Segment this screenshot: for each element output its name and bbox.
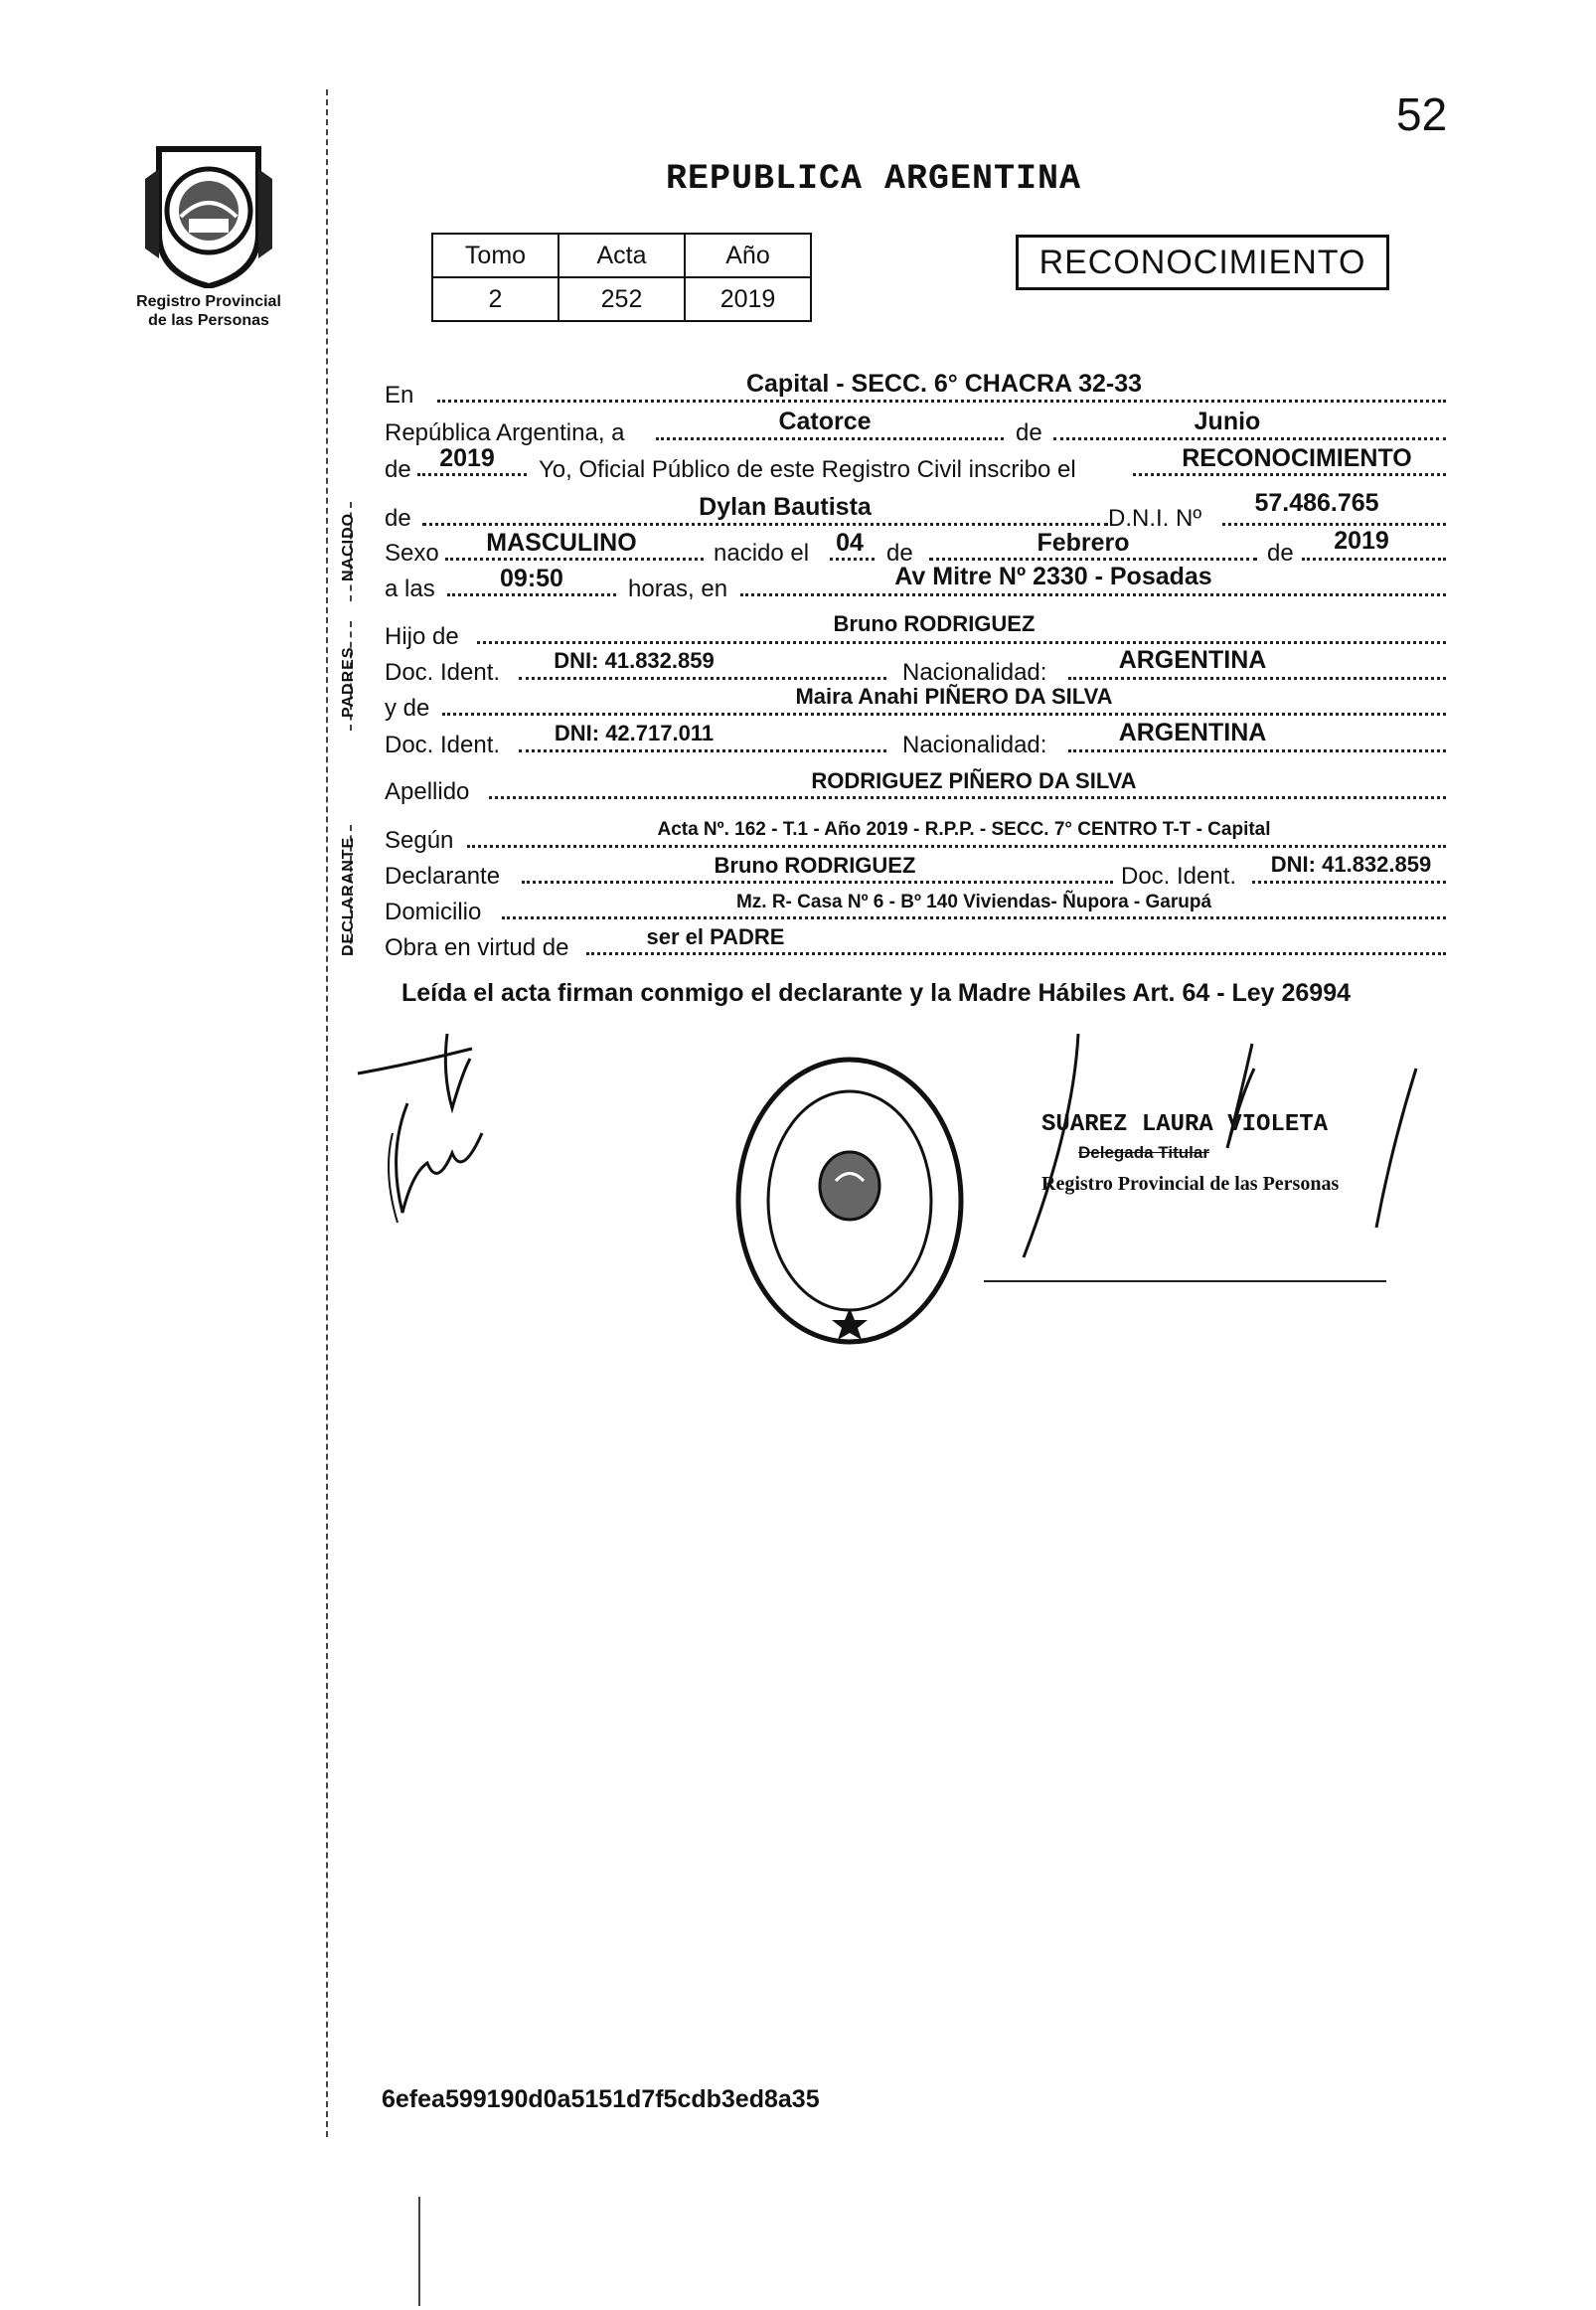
yde-label: y de <box>385 695 430 722</box>
domicilio-label: Domicilio <box>385 899 482 925</box>
officer-name: SUAREZ LAURA VIOLETA <box>1041 1111 1329 1138</box>
oficial-label: Yo, Oficial Público de este Registro Civil inscribo el <box>539 456 1076 483</box>
horas-label: horas, en <box>628 576 728 602</box>
de-label: de <box>1016 419 1042 446</box>
dotted-line <box>422 523 1108 526</box>
margin-line-bottom <box>418 2197 420 2306</box>
officer-role: Delegada Titular <box>1078 1143 1209 1162</box>
page-number: 52 <box>1396 88 1448 140</box>
child-name-value: Dylan Bautista <box>699 493 872 521</box>
birth-place-value: Av Mitre Nº 2330 - Posadas <box>894 563 1212 590</box>
month-value: Junio <box>1194 408 1261 435</box>
officer-signature <box>984 1029 1431 1297</box>
declarant-doc-value: DNI: 41.832.859 <box>1270 852 1432 877</box>
dotted-line <box>830 558 875 561</box>
doc3-label: Doc. Ident. <box>1121 863 1237 890</box>
de4-label: de <box>886 540 913 567</box>
dotted-line <box>1302 558 1446 561</box>
dotted-line <box>1068 749 1446 752</box>
value-tomo: 2 <box>432 277 559 321</box>
document-hash: 6efea599190d0a5151d7f5cdb3ed8a35 <box>382 2085 820 2113</box>
dotted-line <box>1222 523 1446 526</box>
record-table-values <box>432 277 811 321</box>
father-doc-value: DNI: 41.832.859 <box>554 648 715 673</box>
dotted-line <box>519 677 886 680</box>
child-dni-value: 57.486.765 <box>1254 489 1379 517</box>
birth-year-value: 2019 <box>1334 527 1389 555</box>
dotted-line <box>1133 473 1446 476</box>
nacido-label: nacido el <box>714 540 810 567</box>
father-name-value: Bruno RODRIGUEZ <box>833 611 1036 636</box>
mother-name-value: Maira Anahi PIÑERO DA SILVA <box>795 684 1113 709</box>
document-title: REPUBLICA ARGENTINA <box>666 159 1082 199</box>
dotted-line <box>740 593 1446 596</box>
dotted-line <box>417 473 527 476</box>
dotted-line <box>522 881 1113 884</box>
closing-statement: Leída el acta firman conmigo el declarante y la Madre Hábiles Art. 64 - Ley 26994 <box>401 979 1352 1007</box>
apellido-label: Apellido <box>385 778 470 805</box>
dotted-line <box>929 558 1257 561</box>
doc-label: Doc. Ident. <box>385 659 501 686</box>
official-seal <box>730 1052 969 1350</box>
side-label-declarante: DECLARANTE <box>340 836 357 956</box>
nacionalidad2-label: Nacionalidad: <box>902 732 1047 758</box>
dotted-line <box>502 916 1446 919</box>
father-nationality-value: ARGENTINA <box>1118 646 1267 674</box>
segun-label: Según <box>385 827 454 854</box>
value-anio: 2019 <box>685 277 811 321</box>
dotted-line <box>477 641 1446 644</box>
obra-label: Obra en virtud de <box>385 934 569 961</box>
declarant-signature <box>353 1014 532 1242</box>
dotted-line <box>656 437 1004 440</box>
year-value: 2019 <box>439 444 495 472</box>
logo-caption <box>124 292 293 330</box>
dotted-line <box>586 952 1446 955</box>
birth-time-value: 09:50 <box>500 565 563 592</box>
declarant-name-value: Bruno RODRIGUEZ <box>714 853 916 878</box>
record-table-header <box>432 234 811 277</box>
address-value: Mz. R- Casa Nº 6 - Bº 140 Viviendas- Ñupora - Garupá <box>735 892 1212 912</box>
republica-label: República Argentina, a <box>385 419 625 446</box>
dotted-line <box>442 713 1446 716</box>
day-value: Catorce <box>778 408 872 435</box>
doc2-label: Doc. Ident. <box>385 732 501 758</box>
de5-label: de <box>1267 540 1294 567</box>
birth-month-value: Febrero <box>1037 529 1130 557</box>
logo-caption-line2: de las Personas <box>148 312 269 329</box>
dotted-line <box>445 558 704 561</box>
dotted-line <box>437 400 1446 403</box>
dotted-line <box>447 593 616 596</box>
dotted-line <box>467 845 1446 848</box>
inscribe-value: RECONOCIMIENTO <box>1182 444 1412 472</box>
dotted-line <box>519 749 886 752</box>
sexo-label: Sexo <box>385 540 439 567</box>
obra-value: ser el PADRE <box>646 924 785 949</box>
dotted-line <box>1068 677 1446 680</box>
nacionalidad-label: Nacionalidad: <box>902 659 1047 686</box>
header-tomo: Tomo <box>432 234 559 277</box>
segun-value: Acta Nº. 162 - T.1 - Año 2019 - R.P.P. - SECC. 7° CENTRO T-T - Capital <box>657 819 1271 840</box>
header-acta: Acta <box>559 234 685 277</box>
margin-line <box>326 89 328 2137</box>
birth-day-value: 04 <box>836 529 864 557</box>
value-acta: 252 <box>559 277 685 321</box>
place-value: Capital - SECC. 6° CHACRA 32-33 <box>745 370 1143 398</box>
dotted-line <box>1252 881 1446 884</box>
de2-label: de <box>385 456 411 483</box>
logo-caption-line1: Registro Provincial <box>136 293 281 310</box>
side-label-nacido: NACIDO <box>340 512 357 581</box>
header-anio: Año <box>685 234 811 277</box>
hijo-label: Hijo de <box>385 623 459 650</box>
declarante-label: Declarante <box>385 863 501 890</box>
alas-label: a las <box>385 576 435 602</box>
mother-nationality-value: ARGENTINA <box>1118 719 1267 746</box>
signature-line <box>984 1280 1386 1282</box>
dotted-line <box>489 796 1446 799</box>
mother-doc-value: DNI: 42.717.011 <box>554 721 715 745</box>
record-type-box: RECONOCIMIENTO <box>1016 235 1389 290</box>
registry-logo <box>139 139 278 288</box>
side-label-padres: PADRES <box>340 646 357 718</box>
de3-label: de <box>385 505 411 532</box>
sex-value: MASCULINO <box>486 529 637 557</box>
dotted-line <box>1053 437 1446 440</box>
surname-value: RODRIGUEZ PIÑERO DA SILVA <box>811 768 1137 793</box>
en-label: En <box>385 382 414 409</box>
officer-organization: Registro Provincial de las Personas <box>1041 1173 1340 1195</box>
dni-label: D.N.I. Nº <box>1108 505 1202 532</box>
record-table <box>431 233 812 322</box>
